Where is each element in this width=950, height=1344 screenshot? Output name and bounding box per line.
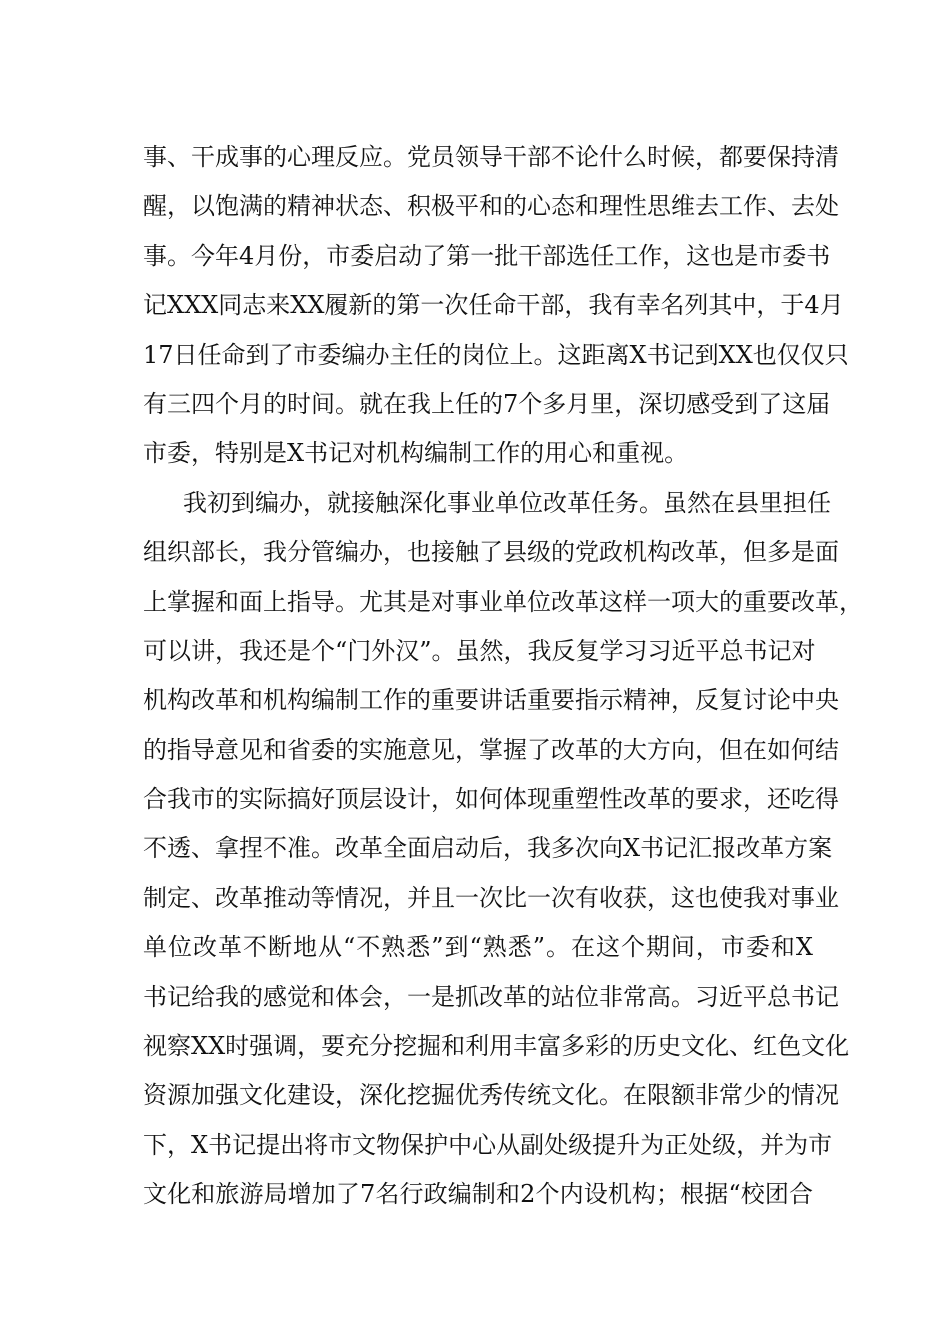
text-line: 上掌握和面上指导。尤其是对事业单位改革这样一项大的重要改革， [143, 587, 863, 616]
text-line: 的指导意见和省委的实施意见，掌握了改革的大方向，但在如何结 [143, 735, 839, 764]
text-line: 制定、改革推动等情况，并且一次比一次有收获，这也使我对事业 [143, 883, 839, 912]
text-line: 书记给我的感觉和体会，一是抓改革的站位非常高。习近平总书记 [143, 982, 839, 1011]
paragraph-1 [143, 133, 849, 479]
text-line: 有三四个月的时间。就在我上任的7个多月里，深切感受到了这届 [143, 389, 831, 418]
text-line: 资源加强文化建设，深化挖掘优秀传统文化。在限额非常少的情况 [143, 1081, 839, 1110]
text-line: 记XXX同志来XX履新的第一次任命干部，我有幸名列其中，于4月 [143, 291, 844, 320]
text-line: 下，X书记提出将市文物保护中心从副处级提升为正处级，并为市 [143, 1130, 833, 1159]
text-line: 合我市的实际搞好顶层设计，如何体现重塑性改革的要求，还吃得 [143, 785, 839, 814]
body-text [143, 133, 863, 1220]
text-line: 视察XX时强调，要充分挖掘和利用丰富多彩的历史文化、红色文化 [143, 1032, 850, 1061]
text-line: 单位改革不断地从“不熟悉”到“熟悉”。在这个期间，市委和X [143, 933, 813, 962]
text-line: 市委，特别是X书记对机构编制工作的用心和重视。 [143, 439, 689, 468]
text-line: 不透、拿捏不准。改革全面启动后，我多次向X书记汇报改革方案 [143, 834, 833, 863]
text-line: 事。今年4月份，市委启动了第一批干部选任工作，这也是市委书 [143, 241, 831, 270]
text-line: 文化和旅游局增加了7名行政编制和2个内设机构；根据“校团合 [143, 1180, 813, 1209]
text-line: 醒，以饱满的精神状态、积极平和的心态和理性思维去工作、去处 [143, 192, 839, 221]
text-line: 事、干成事的心理反应。党员领导干部不论什么时候，都要保持清 [143, 143, 839, 171]
text-line: 我初到编办，就接触深化事业单位改革任务。虽然在县里担任 [183, 488, 831, 517]
paragraph-2 [143, 479, 863, 1220]
text-line: 组织部长，我分管编办，也接触了县级的党政机构改革，但多是面 [143, 538, 839, 567]
text-line: 机构改革和机构编制工作的重要讲话重要指示精神，反复讨论中央 [143, 686, 839, 715]
text-line: 可以讲，我还是个“门外汉”。虽然，我反复学习习近平总书记对 [143, 636, 816, 665]
text-line: 17日任命到了市委编办主任的岗位上。这距离X书记到XX也仅仅只 [143, 340, 849, 369]
